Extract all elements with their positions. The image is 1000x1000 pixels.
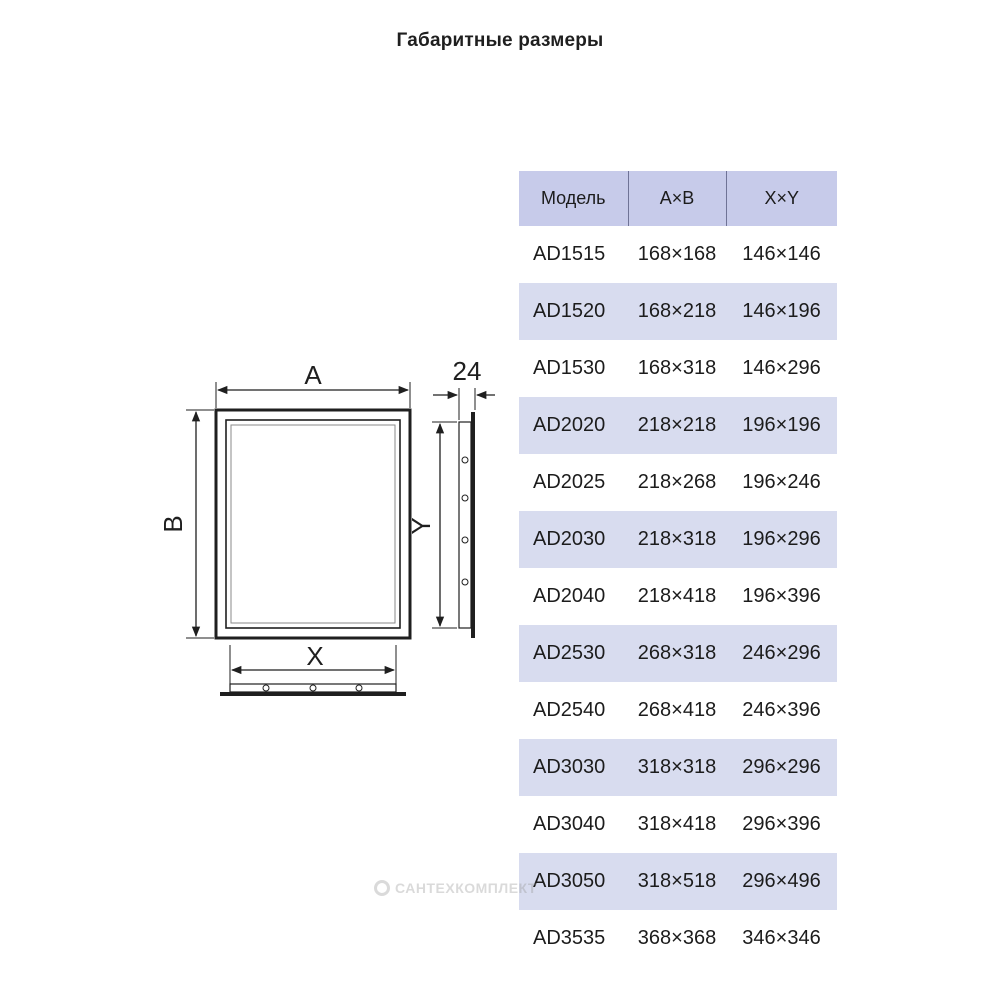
header-model: Модель [519, 171, 628, 226]
cell-xy: 346×346 [742, 927, 821, 949]
frame-outer [216, 410, 410, 638]
side-hole-1 [462, 457, 468, 463]
label-x: X [306, 641, 324, 671]
cell-ab: 218×268 [637, 471, 717, 493]
watermark-logo-icon [374, 880, 390, 896]
cell-model: AD3050 [519, 853, 628, 910]
cell-xy: 146×196 [726, 283, 837, 340]
table-row [519, 283, 837, 340]
cell-model: AD2020 [519, 397, 628, 454]
table-row [519, 796, 837, 853]
table-row [519, 568, 837, 625]
table-row [519, 397, 837, 454]
cell-xy: 146×146 [742, 243, 821, 265]
cell-xy: 246×396 [742, 699, 821, 721]
cell-model: AD2530 [519, 625, 628, 682]
side-hole-2 [462, 495, 468, 501]
side-profile-flange [471, 412, 475, 638]
cell-ab: 218×218 [628, 397, 726, 454]
cell-xy: 296×296 [726, 739, 837, 796]
watermark [374, 880, 537, 896]
cell-xy: 196×396 [742, 585, 821, 607]
cell-model: AD2540 [533, 699, 606, 721]
cell-ab: 318×518 [628, 853, 726, 910]
table-row [519, 682, 837, 739]
label-a: A [304, 360, 322, 390]
table-row [519, 511, 837, 568]
header-xy: X×Y [726, 171, 837, 226]
cell-ab: 168×168 [637, 243, 717, 265]
table-row [519, 910, 837, 967]
bottom-hole-3 [356, 685, 362, 691]
cell-model: AD1515 [533, 243, 606, 265]
cell-ab: 368×368 [637, 927, 717, 949]
label-b: B [158, 515, 188, 533]
door-panel-inner [231, 425, 395, 623]
bottom-hole-2 [310, 685, 316, 691]
cell-xy: 296×496 [726, 853, 837, 910]
table-row [519, 853, 837, 910]
table-header-row [519, 171, 837, 226]
header-ab: A×B [628, 171, 726, 226]
table-row [519, 340, 837, 397]
watermark-text: САНТЕХКОМПЛЕКТ [395, 880, 537, 896]
cell-ab: 318×418 [637, 813, 717, 835]
cell-ab: 268×418 [637, 699, 717, 721]
bottom-hole-1 [263, 685, 269, 691]
cell-model: AD3040 [533, 813, 606, 835]
label-depth: 24 [452, 356, 482, 386]
cell-model: AD2025 [533, 471, 606, 493]
cell-xy: 146×296 [742, 357, 821, 379]
hatch-dimension-drawing [150, 340, 510, 720]
table-row [519, 739, 837, 796]
table-row [519, 625, 837, 682]
cell-xy: 246×296 [726, 625, 837, 682]
page-title: Габаритные размеры [396, 30, 604, 51]
side-hole-4 [462, 579, 468, 585]
cell-ab: 168×218 [628, 283, 726, 340]
cell-model: AD1520 [519, 283, 628, 340]
dimensions-table [519, 171, 837, 967]
cell-model: AD3030 [519, 739, 628, 796]
side-profile-body [459, 422, 471, 628]
cell-ab: 218×418 [637, 585, 717, 607]
cell-xy: 196×246 [742, 471, 821, 493]
cell-model: AD3535 [533, 927, 606, 949]
table-body [519, 226, 837, 967]
table-row [519, 454, 837, 511]
label-y: Y [406, 517, 436, 535]
drawing-svg [150, 340, 510, 720]
cell-xy: 296×396 [742, 813, 821, 835]
side-hole-3 [462, 537, 468, 543]
cell-xy: 196×296 [726, 511, 837, 568]
door-panel [226, 420, 400, 628]
table-row [519, 226, 837, 283]
cell-model: AD2040 [533, 585, 606, 607]
cell-xy: 196×196 [726, 397, 837, 454]
cell-ab: 268×318 [628, 625, 726, 682]
cell-model: AD1530 [533, 357, 606, 379]
cell-ab: 168×318 [637, 357, 717, 379]
cell-model: AD2030 [519, 511, 628, 568]
cell-ab: 318×318 [628, 739, 726, 796]
cell-ab: 218×318 [628, 511, 726, 568]
